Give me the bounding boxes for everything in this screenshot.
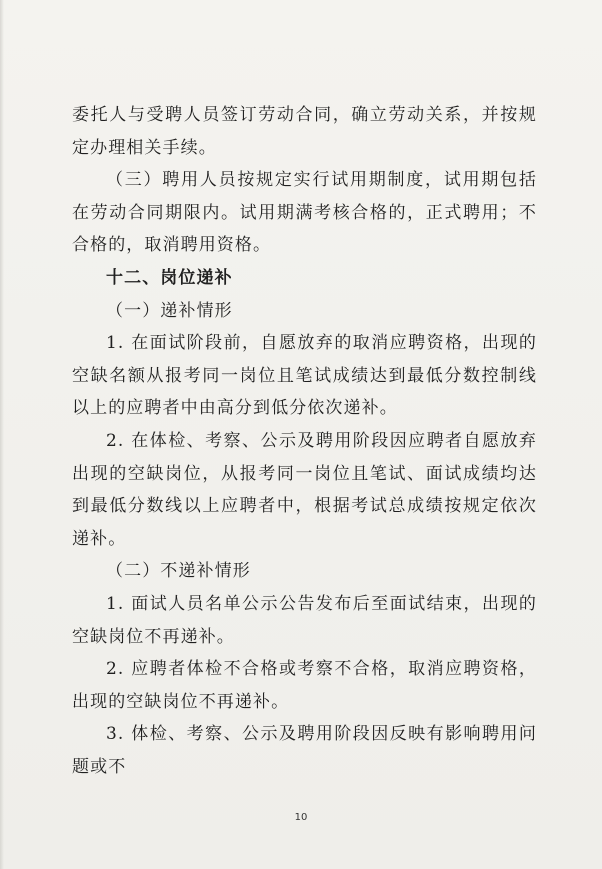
- subheading-replacement-cases: （一）递补情形: [106, 300, 233, 321]
- scan-edge-shadow: [0, 0, 4, 869]
- paragraph-replacement-item-2: 2. 在体检、考察、公示及聘用阶段因应聘者自愿放弃出现的空缺岗位，从报考同一岗位且笔试、面试成绩均达到最低分数线以上应聘者中，根据考试总成绩按规定依次递补。: [72, 430, 537, 549]
- paragraph-probation-period: （三）聘用人员按规定实行试用期制度，试用期包括在劳动合同期限内。试用期满考核合格的，正式聘用；不合格的，取消聘用资格。: [72, 170, 537, 256]
- subheading-no-replacement-cases: （二）不递补情形: [106, 561, 251, 582]
- page-number: 10: [294, 812, 308, 823]
- paragraph-no-replacement-item-2: 2. 应聘者体检不合格或考察不合格，取消应聘资格，出现的空缺岗位不再递补。: [72, 659, 537, 712]
- paragraph-no-replacement-item-3: 3. 体检、考察、公示及聘用阶段因反映有影响聘用问题或不: [72, 724, 537, 777]
- document-body: [72, 99, 537, 783]
- paragraph-continued-contract: 委托人与受聘人员签订劳动合同，确立劳动关系，并按规定办理相关手续。: [72, 105, 537, 158]
- section-heading-position-replacement: 十二、岗位递补: [106, 267, 233, 288]
- paragraph-no-replacement-item-1: 1. 面试人员名单公示公告发布后至面试结束，出现的空缺岗位不再递补。: [72, 593, 537, 647]
- paragraph-replacement-item-1: 1. 在面试阶段前，自愿放弃的取消应聘资格，出现的空缺名额从报考同一岗位且笔试成绩达到最低分数控制线以上的应聘者中由高分到低分依次递补。: [72, 333, 537, 419]
